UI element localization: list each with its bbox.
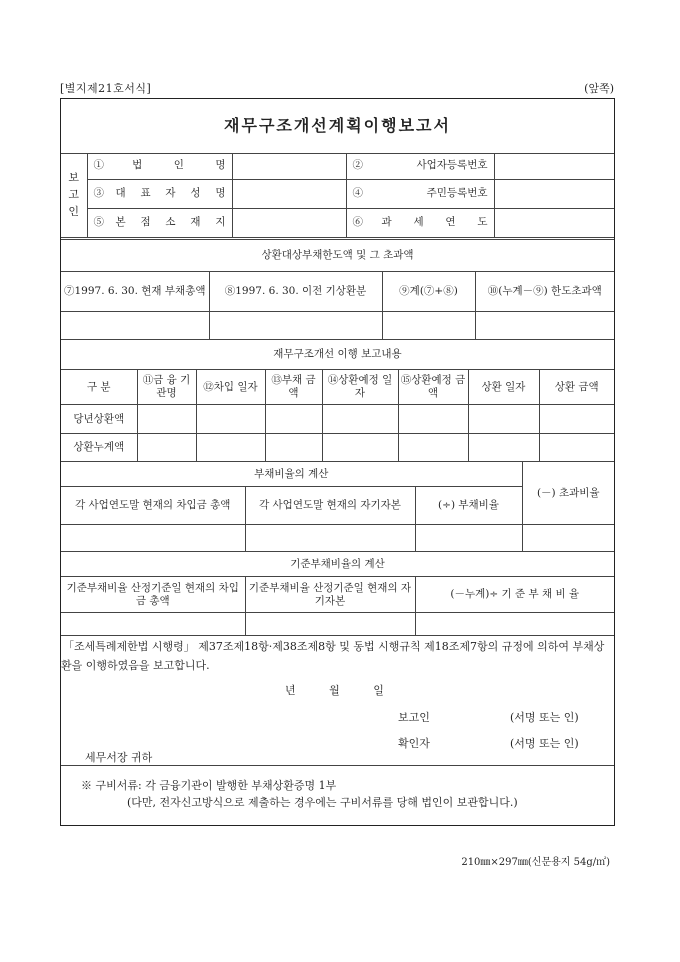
row-label-cumulative: 상환누계액 <box>61 434 137 462</box>
equity-field[interactable] <box>245 525 415 552</box>
planned-date-header: ⑭상환예정 일 자 <box>322 370 398 405</box>
report-content-section <box>61 339 614 462</box>
form-title: 재무구조개선계획이행보고서 <box>61 99 614 154</box>
limit-section-heading: 상환대상부채한도액 및 그 초과액 <box>61 240 614 272</box>
confirmer-signature[interactable]: (서명 또는 인) <box>510 737 579 750</box>
reporter-signature[interactable]: (서명 또는 인) <box>510 711 579 724</box>
base-equity-header: 기준부채비율 산정기준일 현재의 자기자본 <box>245 577 415 613</box>
base-borrow-field[interactable] <box>61 613 245 636</box>
equity-header: 각 사업연도말 현재의 자기자본 <box>245 487 415 525</box>
representative-name-label: ③대 표 자 성 명 <box>87 179 232 208</box>
borrow-total-header: 각 사업연도말 현재의 차입금 총액 <box>61 487 245 525</box>
ratio-section-heading: 부채비율의 계산 <box>61 462 522 487</box>
table-cell[interactable] <box>539 405 614 434</box>
limit-section <box>61 239 614 340</box>
table-cell[interactable] <box>322 405 398 434</box>
borrow-date-header: ⑫차입 일자 <box>196 370 265 405</box>
table-cell[interactable] <box>196 434 265 462</box>
report-form <box>60 98 615 826</box>
paper-size-footer: 210㎜×297㎜(신문용지 54g/㎡) <box>461 857 610 868</box>
reporter-side-label: 보 고 인 <box>61 153 87 237</box>
total-debt-field[interactable] <box>61 312 209 340</box>
repay-amount-header: 상환 금액 <box>539 370 614 405</box>
category-header: 구 분 <box>61 370 137 405</box>
reporter-section <box>61 153 614 238</box>
total-debt-header: ⑦1997. 6. 30. 현재 부채총액 <box>61 272 209 312</box>
sum-header: ⑨계(⑦+⑧) <box>382 272 475 312</box>
resident-reg-no-label: ④주민등록번호 <box>346 179 494 208</box>
confirmer-label: 확인자 <box>398 737 430 750</box>
declaration-section <box>61 637 614 766</box>
excess-limit-field[interactable] <box>475 312 614 340</box>
table-cell[interactable] <box>468 405 539 434</box>
debt-amount-header: ⑬부채 금액 <box>265 370 322 405</box>
base-section-heading: 기준부채비율의 계산 <box>61 552 614 577</box>
table-cell[interactable] <box>137 405 196 434</box>
table-cell[interactable] <box>468 434 539 462</box>
table-cell[interactable] <box>265 405 322 434</box>
debt-ratio-field[interactable] <box>415 525 522 552</box>
page-side-label: (앞쪽) <box>584 82 614 95</box>
base-ratio-field[interactable] <box>415 613 614 636</box>
biz-reg-no-label: ②사업자등록번호 <box>346 153 494 179</box>
table-cell[interactable] <box>398 405 468 434</box>
attachments-line-1: ※ 구비서류: 각 금융기관이 발행한 부채상환증명 1부 <box>81 779 337 792</box>
base-ratio-header: (－누계)÷ 기 준 부 채 비 율 <box>415 577 614 613</box>
corp-name-field[interactable] <box>232 153 346 179</box>
planned-amount-header: ⑮상환예정 금 액 <box>398 370 468 405</box>
table-cell[interactable] <box>322 434 398 462</box>
table-cell[interactable] <box>539 434 614 462</box>
attachments-line-2: (다만, 전자신고방식으로 제출하는 경우에는 구비서류를 당해 법인이 보관합니다.) <box>127 796 518 809</box>
corp-name-label: ①법 인 명 <box>87 153 232 179</box>
repay-date-header: 상환 일자 <box>468 370 539 405</box>
table-cell[interactable] <box>196 405 265 434</box>
form-number: [별지제21호서식] <box>60 82 152 95</box>
representative-name-field[interactable] <box>232 179 346 208</box>
resident-reg-no-field[interactable] <box>494 179 614 208</box>
table-cell[interactable] <box>137 434 196 462</box>
excess-ratio-field[interactable] <box>522 525 614 552</box>
reporter-label: 보고인 <box>398 711 430 724</box>
institution-header: ⑪금 융 기관명 <box>137 370 196 405</box>
base-ratio-section <box>61 551 614 636</box>
biz-reg-no-field[interactable] <box>494 153 614 179</box>
tax-year-label: ⑥과 세 연 도 <box>346 208 494 237</box>
debt-ratio-header: (÷) 부채비율 <box>415 487 522 525</box>
prior-repayment-header: ⑧1997. 6. 30. 이전 기상환분 <box>209 272 382 312</box>
row-label-current-year: 당년상환액 <box>61 405 137 434</box>
base-borrow-header: 기준부채비율 산정기준일 현재의 차입금 총액 <box>61 577 245 613</box>
head-office-address-label: ⑤본 점 소 재 지 <box>87 208 232 237</box>
ratio-section <box>61 461 614 552</box>
report-section-heading: 재무구조개선 이행 보고내용 <box>61 340 614 370</box>
tax-year-field[interactable] <box>494 208 614 237</box>
addressee: 세무서장 귀하 <box>85 751 153 764</box>
declaration-text: 「조세특례제한법 시행령」 제37조제18항·제38조제8항 및 동법 시행규칙 제18조제7항의 규정에 의하여 부채상환을 이행하였음을 보고합니다. <box>61 640 605 672</box>
head-office-address-field[interactable] <box>232 208 346 237</box>
sum-field[interactable] <box>382 312 475 340</box>
excess-ratio-header: (－) 초과비율 <box>522 462 614 525</box>
borrow-total-field[interactable] <box>61 525 245 552</box>
date-line: 년 월 일 <box>285 684 384 697</box>
table-cell[interactable] <box>398 434 468 462</box>
table-cell[interactable] <box>265 434 322 462</box>
excess-limit-header: ⑩(누계－⑨) 한도초과액 <box>475 272 614 312</box>
prior-repayment-field[interactable] <box>209 312 382 340</box>
base-equity-field[interactable] <box>245 613 415 636</box>
